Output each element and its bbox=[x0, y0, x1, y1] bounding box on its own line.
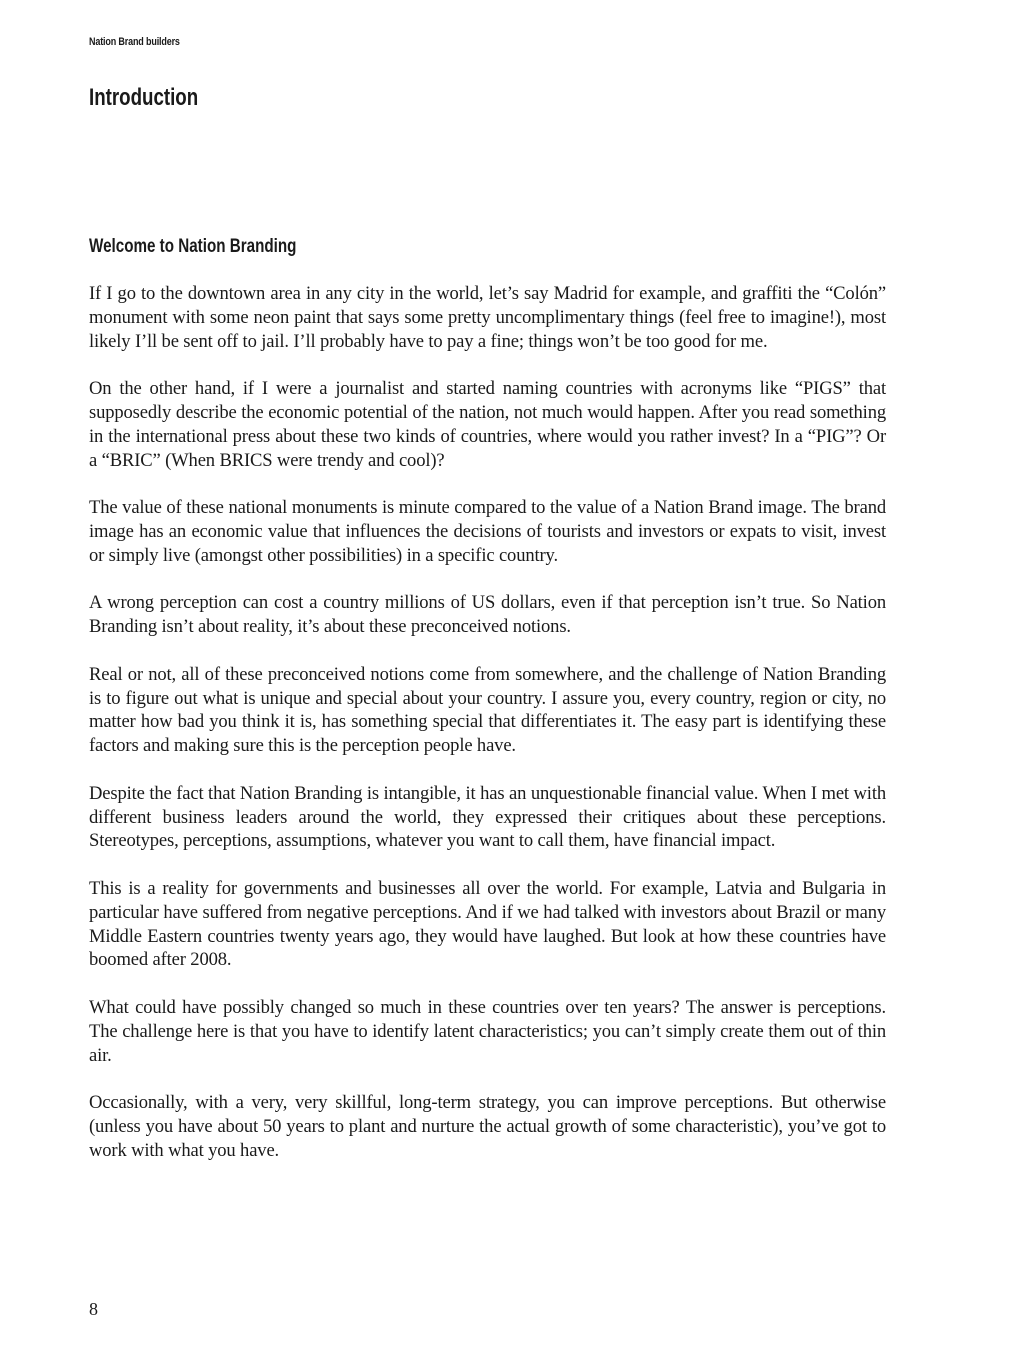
body-text bbox=[89, 282, 886, 1186]
paragraph: What could have possibly changed so much in these countries over ten years? The answer is perceptions. The challenge here is that you have to identify latent characteristics; you can’t simply create them out of thin air. bbox=[89, 996, 886, 1066]
paragraph: Real or not, all of these preconceived notions come from somewhere, and the challenge of Nation Branding is to figure out what is unique and special about your country. I assure you, every country, region or city, no matter how bad you think it is, has something special that differentiates it. The easy part is identifying these factors and making sure this is the perception people have. bbox=[89, 663, 886, 757]
running-header: Nation Brand builders bbox=[89, 36, 180, 48]
paragraph: The value of these national monuments is minute compared to the value of a Nation Brand image. The brand image has an economic value that influences the decisions of tourists and investors or expats to visit, invest or simply live (amongst other possibilities) in a specific country. bbox=[89, 497, 886, 566]
page-number: 8 bbox=[89, 1299, 98, 1319]
paragraph: If I go to the downtown area in any city in the world, let’s say Madrid for example, and graffiti the “Colón” monument with some neon paint that says some pretty uncomplimentary things (feel free to imagine!), most likely I’ll be sent off to jail. I’ll probably have to pay a fine; things won’t be too good for me. bbox=[89, 283, 886, 352]
paragraph: On the other hand, if I were a journalist and started naming countries with acronyms like “PIGS” that supposedly describe the economic potential of the nation, not much would happen. After you read something in the international press about these two kinds of countries, where would you rather invest? In a “PIG”? Or a “BRIC” (When BRICS were trendy and cool)? bbox=[89, 378, 886, 471]
paragraph: This is a reality for governments and businesses all over the world. For example, Latvia and Bulgaria in particular have suffered from negative perceptions. And if we had talked with investors about Brazil or many Middle Eastern countries twenty years ago, they would have laughed. But look at how these countries have boomed after 2008. bbox=[89, 877, 886, 971]
paragraph: Occasionally, with a very, very skillful, long-term strategy, you can improve perceptions. But otherwise (unless you have about 50 years to plant and nurture the actual growth of some characteristic), you’ve got to work with what you have. bbox=[89, 1092, 886, 1161]
section-heading: Welcome to Nation Branding bbox=[89, 236, 297, 257]
paragraph: Despite the fact that Nation Branding is intangible, it has an unquestionable financial value. When I met with different business leaders around the world, they expressed their critiques about these perceptions. Stereotypes, perceptions, assumptions, whatever you want to call them, have financial impact. bbox=[89, 782, 886, 852]
chapter-title: Introduction bbox=[89, 84, 199, 111]
paragraph: A wrong perception can cost a country millions of US dollars, even if that perception isn’t true. So Nation Branding isn’t about reality, it’s about these preconceived notions. bbox=[89, 592, 886, 638]
